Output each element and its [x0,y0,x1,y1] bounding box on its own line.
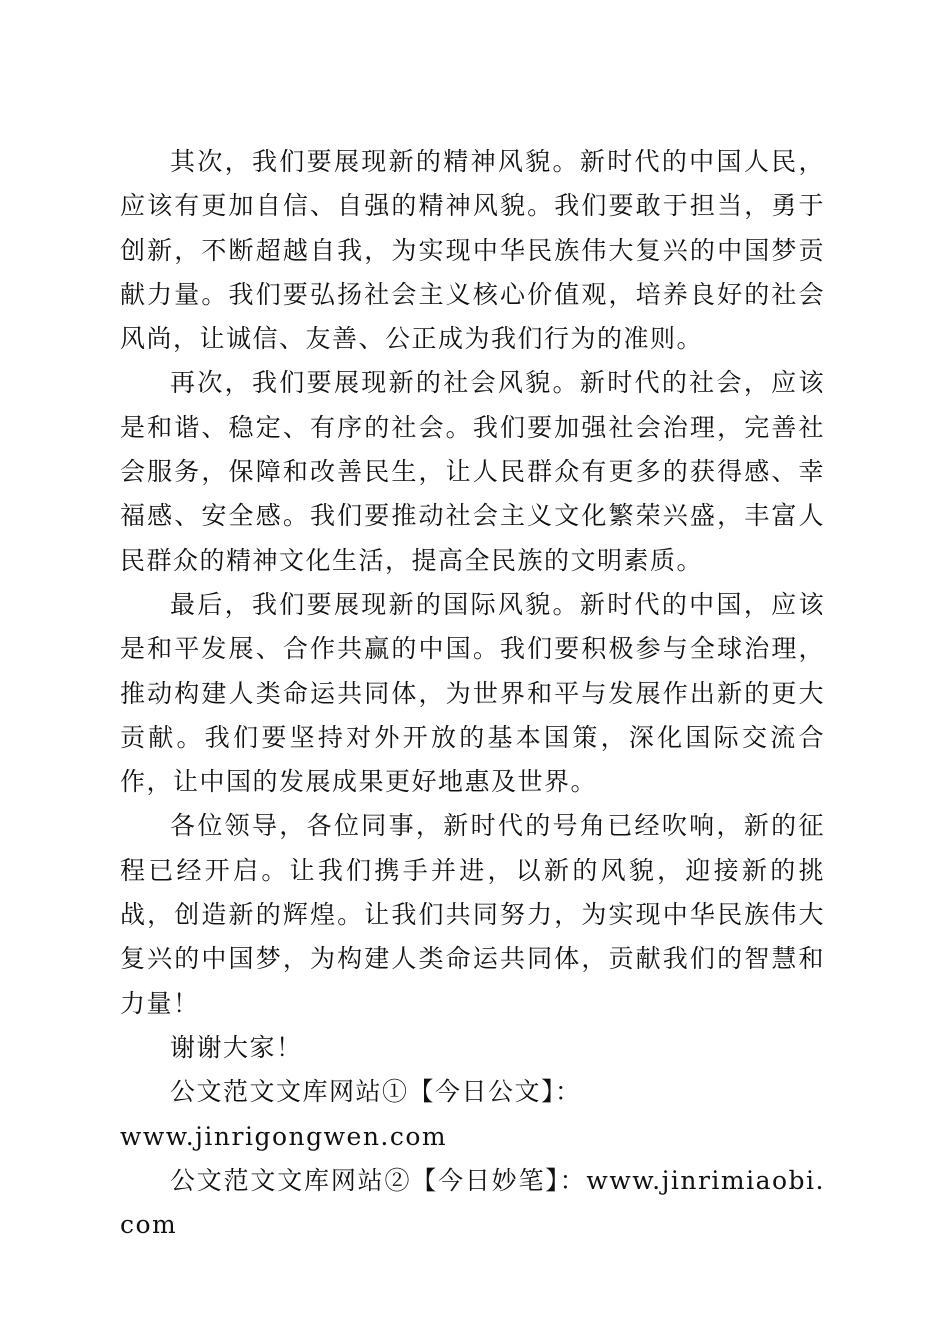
site-1-label: 公文范文文库网站①【今日公文】： [170,1077,582,1107]
paragraph-closing: 各位领导，各位同事，新时代的号角已经吹响，新的征程已经开启。让我们携手并进，以新的风貌，迎接新的挑战，创造新的辉煌。让我们共同努力，为实现中华民族伟大复兴的中国梦，为构建人类命运共同体，贡献我们的智慧和力量！ [120,811,825,1018]
paragraph-spirit: 其次，我们要展现新的精神风貌。新时代的中国人民，应该有更加自信、自强的精神风貌。我们要敢于担当，勇于创新，不断超越自我，为实现中华民族伟大复兴的中国梦贡献力量。我们要弘扬社会主义核心价值观，培养良好的社会风尚，让诚信、友善、公正成为我们行为的准则。 [120,147,825,354]
site-2-reference [120,1159,825,1248]
site-2-label: 公文范文文库网站②【今日妙笔】： [170,1165,587,1195]
paragraph-thanks: 谢谢大家！ [170,1032,303,1062]
site-1-url[interactable]: www.jinrigongwen.com [120,1121,448,1151]
site-2-url[interactable]: www.jinrimiaobi.com [120,1165,825,1240]
document-page [120,140,825,1247]
paragraph-international: 最后，我们要展现新的国际风貌。新时代的中国，应该是和平发展、合作共赢的中国。我们要积极参与全球治理，推动构建人类命运共同体，为世界和平与发展作出新的更大贡献。我们要坚持对外开放的基本国策，深化国际交流合作，让中国的发展成果更好地惠及世界。 [120,589,825,797]
paragraph-society: 再次，我们要展现新的社会风貌。新时代的社会，应该是和谐、稳定、有序的社会。我们要加强社会治理，完善社会服务，保障和改善民生，让人民群众有更多的获得感、幸福感、安全感。我们要推动社会主义文化繁荣兴盛，丰富人民群众的精神文化生活，提高全民族的文明素质。 [120,368,825,575]
site-1-reference [120,1070,825,1159]
